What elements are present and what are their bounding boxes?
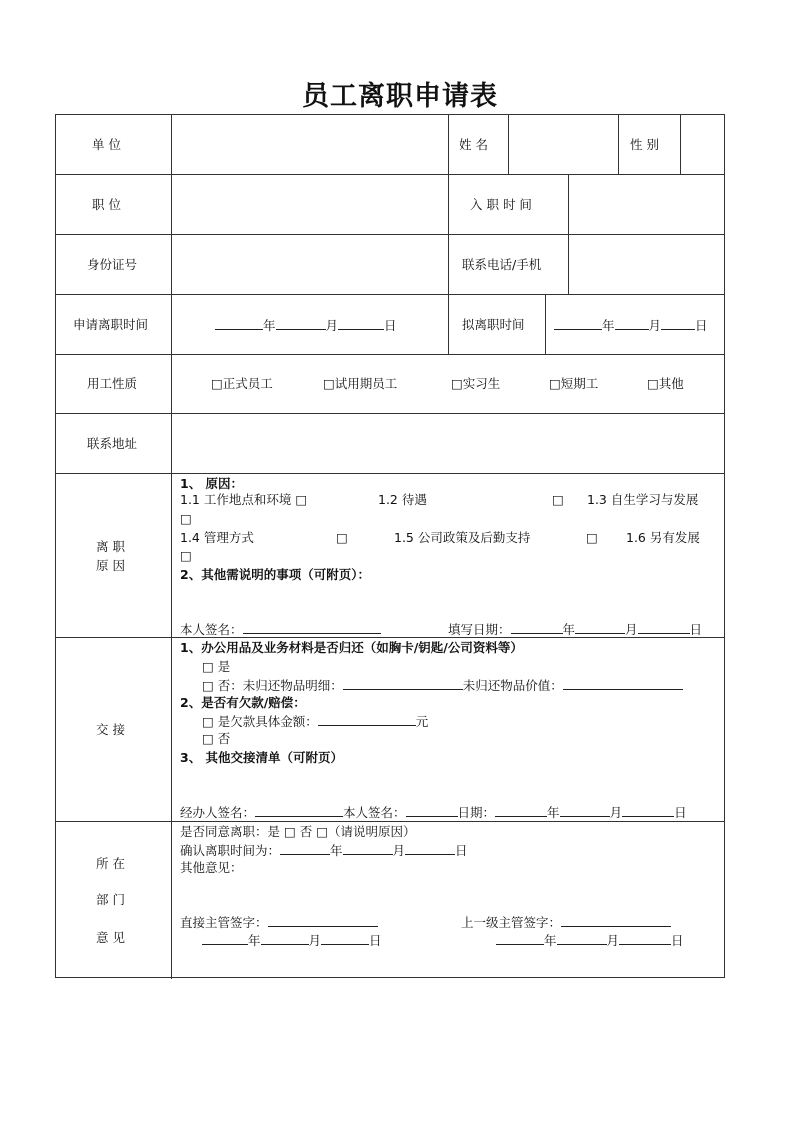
form-title: 员工离职申请表 xyxy=(302,81,498,112)
option-probation[interactable]: □试用期员工 xyxy=(323,376,398,391)
handover-heading-2: 2、是否有欠款/赔偿： xyxy=(180,695,306,710)
reason-option-1-5[interactable]: 1.5 公司政策及后勤支持 xyxy=(394,530,531,545)
id-number-field[interactable] xyxy=(174,237,446,292)
gender-field[interactable] xyxy=(683,117,723,172)
unit-field[interactable] xyxy=(174,117,446,172)
reason-option-1-4[interactable]: 1.4 管理方式 xyxy=(180,530,254,545)
direct-supervisor-date[interactable]: 年 月 日 xyxy=(202,932,382,949)
label-address: 联系地址 xyxy=(87,436,138,451)
handover-heading-1: 1、办公用品及业务材料是否归还（如胸卡/钥匙/公司资料等） xyxy=(180,640,523,655)
label-dept-line2: 部 门 xyxy=(96,892,125,907)
reason-option-1-1[interactable]: 1.1 工作地点和环境 □ xyxy=(180,492,308,507)
handover-returned-no[interactable]: □ 否：未归还物品明细： 未归还物品价值： xyxy=(202,677,683,694)
reason-heading-1: 1、 原因： xyxy=(180,476,244,491)
dept-agree-question[interactable]: 是否同意离职：是 □ 否 □（请说明原因） xyxy=(180,824,416,839)
reason-option-1-2-checkbox[interactable]: □ xyxy=(552,492,564,507)
name-field[interactable] xyxy=(511,117,616,172)
label-position: 职 位 xyxy=(92,197,121,212)
label-dept-line3: 意 见 xyxy=(96,930,125,945)
label-employment-type: 用工性质 xyxy=(87,376,138,391)
label-phone: 联系电话/手机 xyxy=(462,257,542,272)
reason-option-1-3[interactable]: 1.3 自生学习与发展 xyxy=(587,492,699,507)
apply-date-field[interactable]: 年 月 日 xyxy=(215,317,397,334)
label-unit: 单 位 xyxy=(92,137,121,152)
dept-other-opinion: 其他意见： xyxy=(180,860,243,875)
reason-option-1-6-checkbox[interactable]: □ xyxy=(180,548,192,563)
handover-signature-line[interactable]: 经办人签名： 本人签名： 日期： 年 月 日 xyxy=(180,805,687,820)
reason-signature-line[interactable]: 本人签名： xyxy=(180,621,381,638)
option-short-term[interactable]: □短期工 xyxy=(549,376,599,391)
upper-supervisor-date[interactable]: 年 月 日 xyxy=(496,932,684,949)
label-planned-date: 拟离职时间 xyxy=(462,317,525,332)
phone-field[interactable] xyxy=(571,237,721,292)
handover-returned-yes[interactable]: □ 是 xyxy=(202,659,231,674)
reason-fill-date-line[interactable]: 填写日期： 年 月 日 xyxy=(448,622,703,637)
dept-confirm-date[interactable]: 确认离职时间为： 年 月 日 xyxy=(180,843,468,858)
handover-heading-3: 3、 其他交接清单（可附页） xyxy=(180,750,344,765)
option-full-time[interactable]: □正式员工 xyxy=(211,376,273,391)
handover-debt-yes[interactable]: □ 是欠款具体金额： 元 xyxy=(202,714,429,729)
label-reason-line2: 原 因 xyxy=(96,558,125,573)
hire-date-field[interactable] xyxy=(571,177,721,232)
address-field[interactable] xyxy=(174,417,722,471)
label-gender: 性 别 xyxy=(630,137,659,152)
label-id-number: 身份证号 xyxy=(87,257,138,272)
label-name: 姓 名 xyxy=(459,137,488,152)
reason-option-1-5-checkbox[interactable]: □ xyxy=(586,530,598,545)
planned-date-field[interactable]: 年 月 日 xyxy=(554,317,708,334)
label-hire-date: 入 职 时 间 xyxy=(470,197,532,212)
option-intern[interactable]: □实习生 xyxy=(451,376,501,391)
label-dept-line1: 所 在 xyxy=(96,856,125,871)
label-handover: 交 接 xyxy=(96,722,125,737)
reason-option-1-2[interactable]: 1.2 待遇 xyxy=(378,492,427,507)
handover-debt-no[interactable]: □ 否 xyxy=(202,731,231,746)
option-other[interactable]: □其他 xyxy=(647,376,684,391)
reason-option-1-4-checkbox[interactable]: □ xyxy=(336,530,348,545)
position-field[interactable] xyxy=(174,177,446,232)
reason-option-1-3-checkbox[interactable]: □ xyxy=(180,511,192,526)
reason-option-1-6[interactable]: 1.6 另有发展 xyxy=(626,530,700,545)
upper-supervisor-signature[interactable]: 上一级主管签字： xyxy=(461,914,671,931)
form-table xyxy=(55,114,725,978)
label-reason-line1: 离 职 xyxy=(96,539,125,554)
reason-heading-2: 2、其他需说明的事项（可附页）： xyxy=(180,567,370,582)
direct-supervisor-signature[interactable]: 直接主管签字： xyxy=(180,914,378,931)
label-apply-date: 申请离职时间 xyxy=(73,317,149,332)
